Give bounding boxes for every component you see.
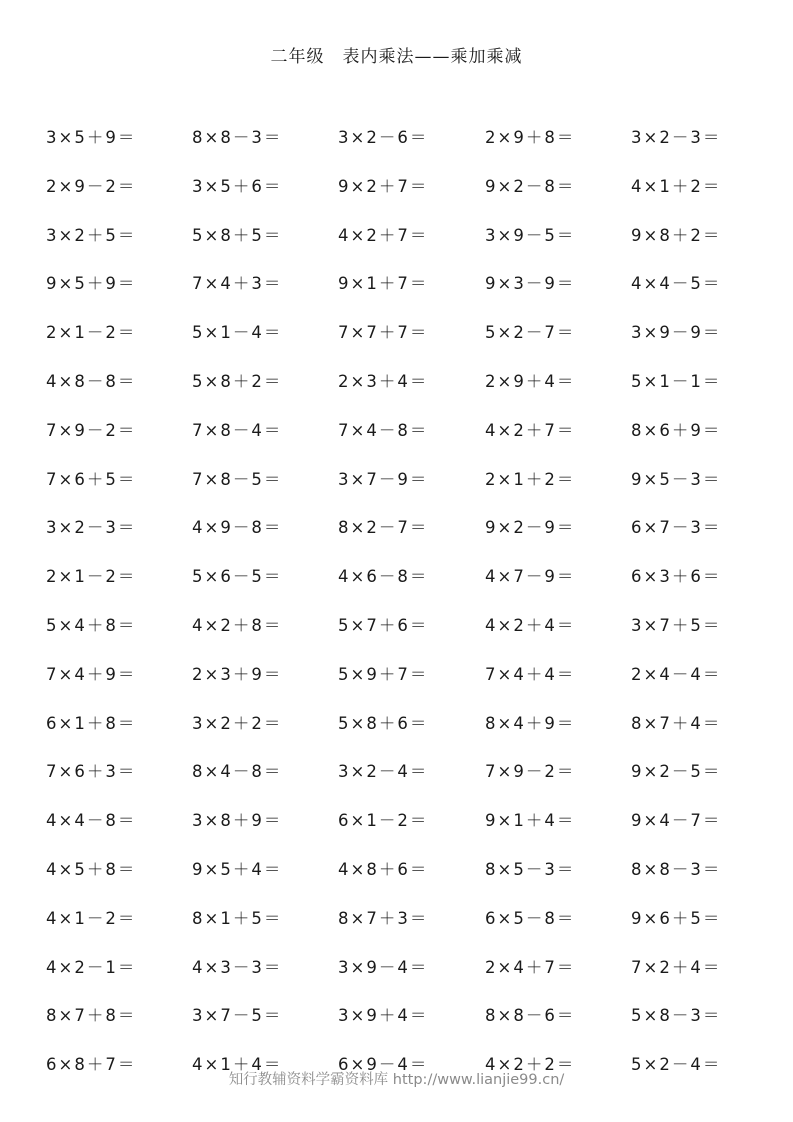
problem-row [0, 1002, 793, 1051]
math-problem: 7×6＋5＝ [46, 469, 137, 489]
math-problem: 8×8－3＝ [192, 128, 283, 147]
math-problem: 3×9－9＝ [631, 323, 722, 343]
math-problem: 2×3＋4＝ [338, 371, 429, 391]
math-problem: 7×9－2＝ [485, 762, 576, 782]
math-problem: 7×9－2＝ [46, 420, 137, 440]
math-problem: 8×1＋5＝ [192, 908, 283, 928]
math-problem: 3×5＋9＝ [46, 128, 137, 147]
math-problem: 4×2＋4＝ [485, 615, 576, 635]
math-problem: 2×1－2＝ [46, 567, 137, 587]
math-problem: 3×2－4＝ [338, 762, 429, 782]
problem-row [0, 954, 793, 1003]
math-problem: 9×4－7＝ [631, 811, 722, 831]
math-problem: 6×1－2＝ [338, 811, 429, 831]
math-problem: 3×2－3＝ [631, 128, 722, 147]
math-problem: 2×9－2＝ [46, 176, 137, 196]
math-problem: 3×2＋2＝ [192, 713, 283, 733]
math-problem: 4×3－3＝ [192, 957, 283, 977]
math-problem: 5×6－5＝ [192, 567, 283, 587]
math-problem: 9×1＋7＝ [338, 274, 429, 294]
problem-row [0, 514, 793, 563]
math-problem: 9×6＋5＝ [631, 908, 722, 928]
problem-row [0, 319, 793, 368]
math-problem: 8×8－3＝ [631, 859, 722, 879]
problem-row [0, 612, 793, 661]
math-problem: 7×2＋4＝ [631, 957, 722, 977]
math-problem: 7×4＋4＝ [485, 664, 576, 684]
math-problem: 5×8＋2＝ [192, 371, 283, 391]
math-problem: 5×8＋5＝ [192, 225, 283, 245]
math-problem: 2×9＋4＝ [485, 371, 576, 391]
math-problem: 5×1－1＝ [631, 371, 722, 391]
math-problem: 3×7＋5＝ [631, 615, 722, 635]
math-problem: 9×8＋2＝ [631, 225, 722, 245]
math-problem: 3×2－6＝ [338, 128, 429, 147]
math-problem: 4×6－8＝ [338, 567, 429, 587]
math-problem: 5×8＋6＝ [338, 713, 429, 733]
problem-row [0, 661, 793, 710]
math-problem: 9×2－9＝ [485, 518, 576, 538]
math-problem: 9×2＋7＝ [338, 176, 429, 196]
math-problem: 2×3＋9＝ [192, 664, 283, 684]
math-problem: 9×2－5＝ [631, 762, 722, 782]
math-problem: 6×3＋6＝ [631, 567, 722, 587]
math-problem: 4×2－1＝ [46, 957, 137, 977]
math-problem: 7×8－5＝ [192, 469, 283, 489]
math-problem: 4×2＋2＝ [485, 1055, 576, 1075]
math-problem: 9×5－3＝ [631, 469, 722, 489]
problem-row [0, 173, 793, 222]
math-problem: 4×4－5＝ [631, 274, 722, 294]
math-problem: 3×2＋5＝ [46, 225, 137, 245]
math-problem: 6×1＋8＝ [46, 713, 137, 733]
math-problem: 6×5－8＝ [485, 908, 576, 928]
math-problem: 2×4＋7＝ [485, 957, 576, 977]
math-problem: 6×9－4＝ [338, 1055, 429, 1075]
math-problem: 8×6＋9＝ [631, 420, 722, 440]
math-problem: 6×7－3＝ [631, 518, 722, 538]
problem-row [0, 124, 793, 173]
math-problem: 8×7＋4＝ [631, 713, 722, 733]
problem-row [0, 905, 793, 954]
math-problem: 8×2－7＝ [338, 518, 429, 538]
math-problem: 4×2＋8＝ [192, 615, 283, 635]
problem-row [0, 466, 793, 515]
problem-row [0, 417, 793, 466]
math-problem: 9×5＋4＝ [192, 859, 283, 879]
math-problem: 7×4－8＝ [338, 420, 429, 440]
math-problem: 4×4－8＝ [46, 811, 137, 831]
math-problem: 7×4＋9＝ [46, 664, 137, 684]
math-problem: 2×9＋8＝ [485, 128, 576, 147]
math-problem: 8×4－8＝ [192, 762, 283, 782]
math-problem: 4×2＋7＝ [485, 420, 576, 440]
math-problem: 8×7＋3＝ [338, 908, 429, 928]
math-problem: 5×2－4＝ [631, 1055, 722, 1075]
math-problem: 3×5＋6＝ [192, 176, 283, 196]
math-problem: 2×1－2＝ [46, 323, 137, 343]
math-problem: 3×9＋4＝ [338, 1006, 429, 1026]
math-problem: 5×2－7＝ [485, 323, 576, 343]
problem-row [0, 222, 793, 271]
math-problem: 8×4＋9＝ [485, 713, 576, 733]
math-problem: 8×8－6＝ [485, 1006, 576, 1026]
math-problem: 8×5－3＝ [485, 859, 576, 879]
page-title: 二年级 表内乘法——乘加乘减 [270, 47, 523, 67]
math-problem: 7×8－4＝ [192, 420, 283, 440]
math-problem: 9×5＋9＝ [46, 274, 137, 294]
math-problem: 4×8＋6＝ [338, 859, 429, 879]
math-problem: 3×7－5＝ [192, 1006, 283, 1026]
problem-row [0, 856, 793, 905]
footer-watermark: 知行教辅资料学霸资料库 http://www.lianjie99.cn/ [228, 1072, 565, 1088]
math-problem: 5×9＋7＝ [338, 664, 429, 684]
math-problem: 9×1＋4＝ [485, 811, 576, 831]
problem-row [0, 368, 793, 417]
math-problem: 7×7＋7＝ [338, 323, 429, 343]
math-problem: 3×9－5＝ [485, 225, 576, 245]
math-problem: 4×8－8＝ [46, 371, 137, 391]
math-problem: 4×1＋4＝ [192, 1055, 283, 1075]
problem-row [0, 758, 793, 807]
math-problem: 5×7＋6＝ [338, 615, 429, 635]
math-problem: 8×7＋8＝ [46, 1006, 137, 1026]
math-problem: 2×1＋2＝ [485, 469, 576, 489]
math-problem: 3×2－3＝ [46, 518, 137, 538]
math-problem: 3×8＋9＝ [192, 811, 283, 831]
math-problem: 5×4＋8＝ [46, 615, 137, 635]
math-problem: 5×8－3＝ [631, 1006, 722, 1026]
math-problem: 9×3－9＝ [485, 274, 576, 294]
math-problem: 4×1－2＝ [46, 908, 137, 928]
math-problem: 4×2＋7＝ [338, 225, 429, 245]
problem-row [0, 563, 793, 612]
math-problem: 9×2－8＝ [485, 176, 576, 196]
math-problem: 4×1＋2＝ [631, 176, 722, 196]
math-problem: 2×4－4＝ [631, 664, 722, 684]
math-problem: 4×7－9＝ [485, 567, 576, 587]
math-problem: 7×4＋3＝ [192, 274, 283, 294]
math-problem: 7×6＋3＝ [46, 762, 137, 782]
math-problem: 4×9－8＝ [192, 518, 283, 538]
math-problem: 5×1－4＝ [192, 323, 283, 343]
math-problem: 3×7－9＝ [338, 469, 429, 489]
math-problem: 6×8＋7＝ [46, 1055, 137, 1075]
problem-grid [0, 124, 793, 1100]
math-problem: 4×5＋8＝ [46, 859, 137, 879]
problem-row [0, 807, 793, 856]
problem-row [0, 710, 793, 759]
problem-row [0, 270, 793, 319]
math-problem: 3×9－4＝ [338, 957, 429, 977]
